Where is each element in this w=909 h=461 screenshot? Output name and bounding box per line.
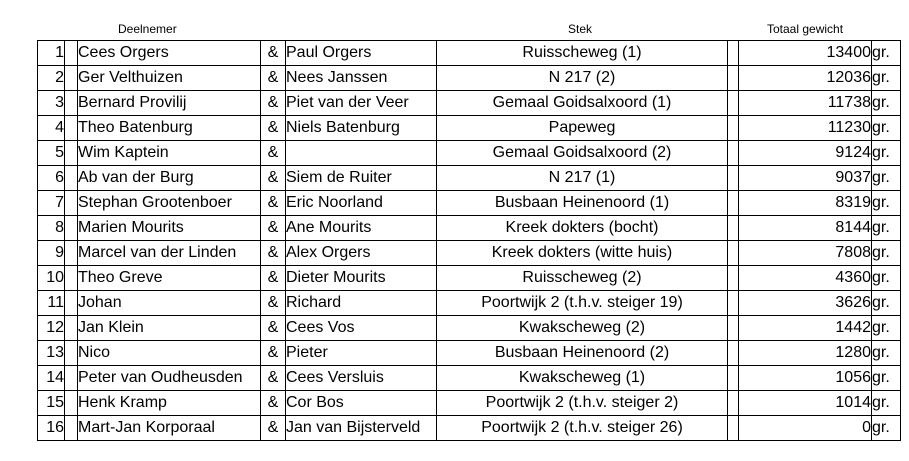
- spacer-cell: [728, 66, 739, 91]
- participant-2: [286, 141, 437, 166]
- table-row: [38, 266, 901, 291]
- ampersand: &: [261, 66, 286, 91]
- weight-unit: gr.: [872, 341, 901, 366]
- row-number: 7: [38, 191, 65, 216]
- ampersand: &: [261, 191, 286, 216]
- participant-1: Theo Batenburg: [78, 116, 261, 141]
- participant-1: Stephan Grootenboer: [78, 191, 261, 216]
- stek-cell: Poortwijk 2 (t.h.v. steiger 19): [437, 291, 728, 316]
- total-weight: 8319: [739, 191, 872, 216]
- weight-unit: gr.: [872, 316, 901, 341]
- table-row: [38, 41, 901, 66]
- ampersand: &: [261, 266, 286, 291]
- row-number: 16: [38, 416, 65, 441]
- row-number: 13: [38, 341, 65, 366]
- participant-1: Ger Velthuizen: [78, 66, 261, 91]
- spacer-cell: [65, 116, 78, 141]
- table-row: [38, 366, 901, 391]
- ampersand: &: [261, 216, 286, 241]
- total-weight: 11230: [739, 116, 872, 141]
- results-table-body: [38, 41, 901, 441]
- participant-2: Cor Bos: [286, 391, 437, 416]
- weight-unit: gr.: [872, 391, 901, 416]
- row-number: 8: [38, 216, 65, 241]
- row-number: 10: [38, 266, 65, 291]
- stek-cell: Kwakscheweg (2): [437, 316, 728, 341]
- participant-2: Siem de Ruiter: [286, 166, 437, 191]
- participant-1: Ab van der Burg: [78, 166, 261, 191]
- row-number: 11: [38, 291, 65, 316]
- spacer-cell: [65, 141, 78, 166]
- row-number: 6: [38, 166, 65, 191]
- weight-unit: gr.: [872, 66, 901, 91]
- participant-2: Dieter Mourits: [286, 266, 437, 291]
- table-row: [38, 416, 901, 441]
- spacer-cell: [65, 166, 78, 191]
- spacer-cell: [65, 41, 78, 66]
- participant-1: Marcel van der Linden: [78, 241, 261, 266]
- row-number: 14: [38, 366, 65, 391]
- ampersand: &: [261, 141, 286, 166]
- participant-2: Ane Mourits: [286, 216, 437, 241]
- spacer-cell: [728, 91, 739, 116]
- row-number: 5: [38, 141, 65, 166]
- participant-1: Henk Kramp: [78, 391, 261, 416]
- participant-1: Marien Mourits: [78, 216, 261, 241]
- total-weight: 1442: [739, 316, 872, 341]
- table-row: [38, 141, 901, 166]
- total-weight: 0: [739, 416, 872, 441]
- total-weight: 9124: [739, 141, 872, 166]
- stek-cell: Ruisscheweg (2): [437, 266, 728, 291]
- row-number: 2: [38, 66, 65, 91]
- ampersand: &: [261, 341, 286, 366]
- spacer-cell: [728, 166, 739, 191]
- spacer-cell: [65, 341, 78, 366]
- ampersand: &: [261, 366, 286, 391]
- table-row: [38, 241, 901, 266]
- participant-2: Nees Janssen: [286, 66, 437, 91]
- spacer-cell: [728, 341, 739, 366]
- table-row: [38, 191, 901, 216]
- weight-unit: gr.: [872, 116, 901, 141]
- spacer-cell: [65, 366, 78, 391]
- spacer-cell: [65, 241, 78, 266]
- stek-cell: N 217 (2): [437, 66, 728, 91]
- spacer-cell: [728, 141, 739, 166]
- total-weight: 12036: [739, 66, 872, 91]
- ampersand: &: [261, 241, 286, 266]
- table-row: [38, 91, 901, 116]
- header-stek: Stek: [568, 22, 593, 36]
- header-totaal-gewicht: Totaal gewicht: [767, 22, 844, 36]
- ampersand: &: [261, 391, 286, 416]
- stek-cell: Kreek dokters (bocht): [437, 216, 728, 241]
- stek-cell: Busbaan Heinenoord (1): [437, 191, 728, 216]
- weight-unit: gr.: [872, 266, 901, 291]
- spacer-cell: [65, 266, 78, 291]
- total-weight: 7808: [739, 241, 872, 266]
- row-number: 9: [38, 241, 65, 266]
- total-weight: 13400: [739, 41, 872, 66]
- ampersand: &: [261, 41, 286, 66]
- ampersand: &: [261, 116, 286, 141]
- stek-cell: Kreek dokters (witte huis): [437, 241, 728, 266]
- weight-unit: gr.: [872, 141, 901, 166]
- stek-cell: Poortwijk 2 (t.h.v. steiger 26): [437, 416, 728, 441]
- total-weight: 11738: [739, 91, 872, 116]
- spacer-cell: [728, 116, 739, 141]
- total-weight: 1280: [739, 341, 872, 366]
- row-number: 15: [38, 391, 65, 416]
- spacer-cell: [728, 41, 739, 66]
- ampersand: &: [261, 291, 286, 316]
- table-row: [38, 391, 901, 416]
- row-number: 4: [38, 116, 65, 141]
- weight-unit: gr.: [872, 216, 901, 241]
- stek-cell: Busbaan Heinenoord (2): [437, 341, 728, 366]
- total-weight: 1056: [739, 366, 872, 391]
- weight-unit: gr.: [872, 291, 901, 316]
- participant-2: Eric Noorland: [286, 191, 437, 216]
- stek-cell: Papeweg: [437, 116, 728, 141]
- participant-1: Bernard Provilij: [78, 91, 261, 116]
- table-row: [38, 291, 901, 316]
- spacer-cell: [728, 266, 739, 291]
- weight-unit: gr.: [872, 91, 901, 116]
- participant-1: Wim Kaptein: [78, 141, 261, 166]
- spacer-cell: [728, 416, 739, 441]
- spacer-cell: [65, 416, 78, 441]
- weight-unit: gr.: [872, 241, 901, 266]
- spacer-cell: [65, 391, 78, 416]
- spacer-cell: [728, 191, 739, 216]
- stek-cell: Poortwijk 2 (t.h.v. steiger 2): [437, 391, 728, 416]
- ampersand: &: [261, 166, 286, 191]
- total-weight: 1014: [739, 391, 872, 416]
- ampersand: &: [261, 416, 286, 441]
- total-weight: 4360: [739, 266, 872, 291]
- table-row: [38, 341, 901, 366]
- total-weight: 8144: [739, 216, 872, 241]
- total-weight: 9037: [739, 166, 872, 191]
- participant-2: Pieter: [286, 341, 437, 366]
- participant-2: Alex Orgers: [286, 241, 437, 266]
- spacer-cell: [65, 191, 78, 216]
- table-row: [38, 216, 901, 241]
- ampersand: &: [261, 316, 286, 341]
- row-number: 3: [38, 91, 65, 116]
- participant-1: Nico: [78, 341, 261, 366]
- participant-2: Paul Orgers: [286, 41, 437, 66]
- participant-2: Cees Vos: [286, 316, 437, 341]
- participant-2: Niels Batenburg: [286, 116, 437, 141]
- stek-cell: Kwakscheweg (1): [437, 366, 728, 391]
- participant-1: Mart-Jan Korporaal: [78, 416, 261, 441]
- spacer-cell: [728, 366, 739, 391]
- participant-1: Peter van Oudheusden: [78, 366, 261, 391]
- row-number: 1: [38, 41, 65, 66]
- results-table: [37, 40, 901, 441]
- stek-cell: Gemaal Goidsalxoord (1): [437, 91, 728, 116]
- table-row: [38, 116, 901, 141]
- spacer-cell: [728, 316, 739, 341]
- participant-1: Jan Klein: [78, 316, 261, 341]
- weight-unit: gr.: [872, 41, 901, 66]
- ampersand: &: [261, 91, 286, 116]
- total-weight: 3626: [739, 291, 872, 316]
- spacer-cell: [65, 216, 78, 241]
- spacer-cell: [65, 66, 78, 91]
- table-row: [38, 316, 901, 341]
- spacer-cell: [728, 241, 739, 266]
- table-row: [38, 66, 901, 91]
- spacer-cell: [65, 291, 78, 316]
- stek-cell: Gemaal Goidsalxoord (2): [437, 141, 728, 166]
- participant-2: Richard: [286, 291, 437, 316]
- participant-1: Cees Orgers: [78, 41, 261, 66]
- weight-unit: gr.: [872, 366, 901, 391]
- participant-2: Piet van der Veer: [286, 91, 437, 116]
- table-row: [38, 166, 901, 191]
- spacer-cell: [65, 91, 78, 116]
- participant-2: Jan van Bijsterveld: [286, 416, 437, 441]
- participant-1: Johan: [78, 291, 261, 316]
- spacer-cell: [65, 316, 78, 341]
- weight-unit: gr.: [872, 191, 901, 216]
- spacer-cell: [728, 391, 739, 416]
- participant-2: Cees Versluis: [286, 366, 437, 391]
- stek-cell: Ruisscheweg (1): [437, 41, 728, 66]
- row-number: 12: [38, 316, 65, 341]
- spacer-cell: [728, 216, 739, 241]
- participant-1: Theo Greve: [78, 266, 261, 291]
- header-deelnemer: Deelnemer: [118, 22, 177, 36]
- weight-unit: gr.: [872, 166, 901, 191]
- stek-cell: N 217 (1): [437, 166, 728, 191]
- weight-unit: gr.: [872, 416, 901, 441]
- spacer-cell: [728, 291, 739, 316]
